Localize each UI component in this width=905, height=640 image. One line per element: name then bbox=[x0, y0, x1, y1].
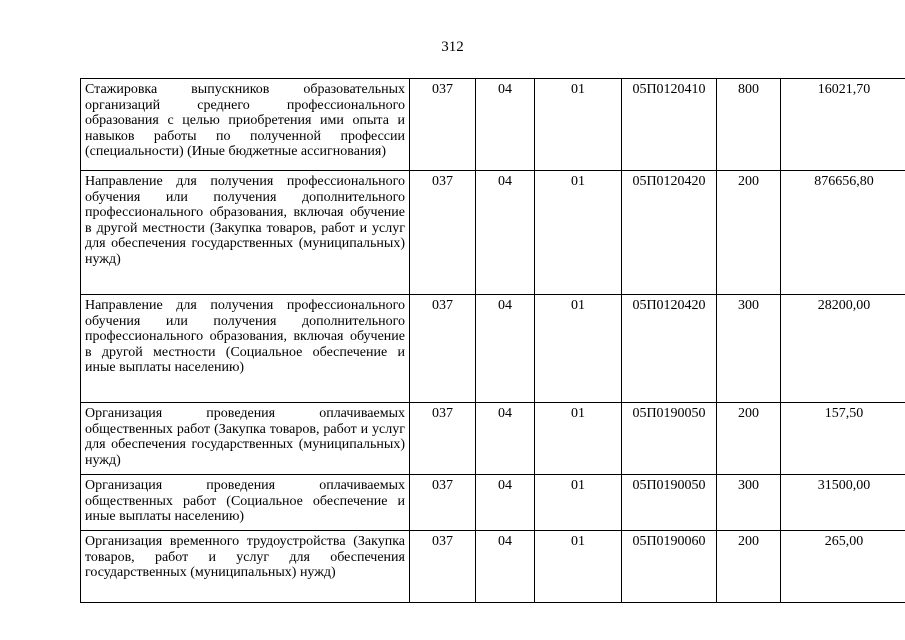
table-row bbox=[81, 531, 905, 603]
table-row bbox=[81, 403, 905, 475]
row-article-code: 05П0190050 bbox=[622, 403, 717, 475]
row-amount: 157,50 bbox=[781, 403, 905, 475]
row-admin-code: 037 bbox=[410, 79, 476, 171]
table-row bbox=[81, 79, 905, 171]
row-subsection-code: 01 bbox=[535, 295, 622, 403]
row-article-code: 05П0120420 bbox=[622, 295, 717, 403]
budget-table bbox=[80, 78, 905, 603]
row-admin-code: 037 bbox=[410, 403, 476, 475]
row-article-code: 05П0120420 bbox=[622, 171, 717, 295]
row-article-code: 05П0190050 bbox=[622, 475, 717, 531]
row-subsection-code: 01 bbox=[535, 475, 622, 531]
row-amount: 265,00 bbox=[781, 531, 905, 603]
row-amount: 31500,00 bbox=[781, 475, 905, 531]
row-article-code: 05П0190060 bbox=[622, 531, 717, 603]
table-row bbox=[81, 475, 905, 531]
row-admin-code: 037 bbox=[410, 531, 476, 603]
row-admin-code: 037 bbox=[410, 171, 476, 295]
row-expense-type: 200 bbox=[717, 531, 781, 603]
row-expense-type: 300 bbox=[717, 295, 781, 403]
table-row bbox=[81, 171, 905, 295]
page-number: 312 bbox=[441, 39, 464, 55]
row-subsection-code: 01 bbox=[535, 171, 622, 295]
row-expense-type: 200 bbox=[717, 403, 781, 475]
row-amount: 16021,70 bbox=[781, 79, 905, 171]
row-description: Направление для получения профессионального обучения или получения дополнительного профессионального образования, включая обучение в другой местности (Закупка товаров, работ и услуг для обеспечения государственных (муниципальных) нужд) bbox=[81, 171, 410, 295]
row-section-code: 04 bbox=[476, 475, 535, 531]
row-description: Направление для получения профессионального обучения или получения дополнительного профессионального образования, включая обучение в другой местности (Социальное обеспечение и иные выплаты населению) bbox=[81, 295, 410, 403]
row-subsection-code: 01 bbox=[535, 531, 622, 603]
row-section-code: 04 bbox=[476, 295, 535, 403]
row-article-code: 05П0120410 bbox=[622, 79, 717, 171]
row-description: Организация проведения оплачиваемых общественных работ (Закупка товаров, работ и услуг для обеспечения государственных (муниципальных) нужд) bbox=[81, 403, 410, 475]
row-expense-type: 800 bbox=[717, 79, 781, 171]
row-description: Стажировка выпускников образовательных организаций среднего профессионального образования с целью приобретения ими опыта и навыков работы по полученной профессии (специальности) (Иные бюджетные ассигнования) bbox=[81, 79, 410, 171]
row-description: Организация проведения оплачиваемых общественных работ (Социальное обеспечение и иные выплаты населению) bbox=[81, 475, 410, 531]
row-section-code: 04 bbox=[476, 403, 535, 475]
row-subsection-code: 01 bbox=[535, 403, 622, 475]
row-amount: 28200,00 bbox=[781, 295, 905, 403]
row-admin-code: 037 bbox=[410, 295, 476, 403]
row-section-code: 04 bbox=[476, 171, 535, 295]
row-admin-code: 037 bbox=[410, 475, 476, 531]
row-subsection-code: 01 bbox=[535, 79, 622, 171]
row-expense-type: 200 bbox=[717, 171, 781, 295]
row-expense-type: 300 bbox=[717, 475, 781, 531]
row-section-code: 04 bbox=[476, 79, 535, 171]
table-row bbox=[81, 295, 905, 403]
row-section-code: 04 bbox=[476, 531, 535, 603]
row-description: Организация временного трудоустройства (Закупка товаров, работ и услуг для обеспечения государственных (муниципальных) нужд) bbox=[81, 531, 410, 603]
row-amount: 876656,80 bbox=[781, 171, 905, 295]
